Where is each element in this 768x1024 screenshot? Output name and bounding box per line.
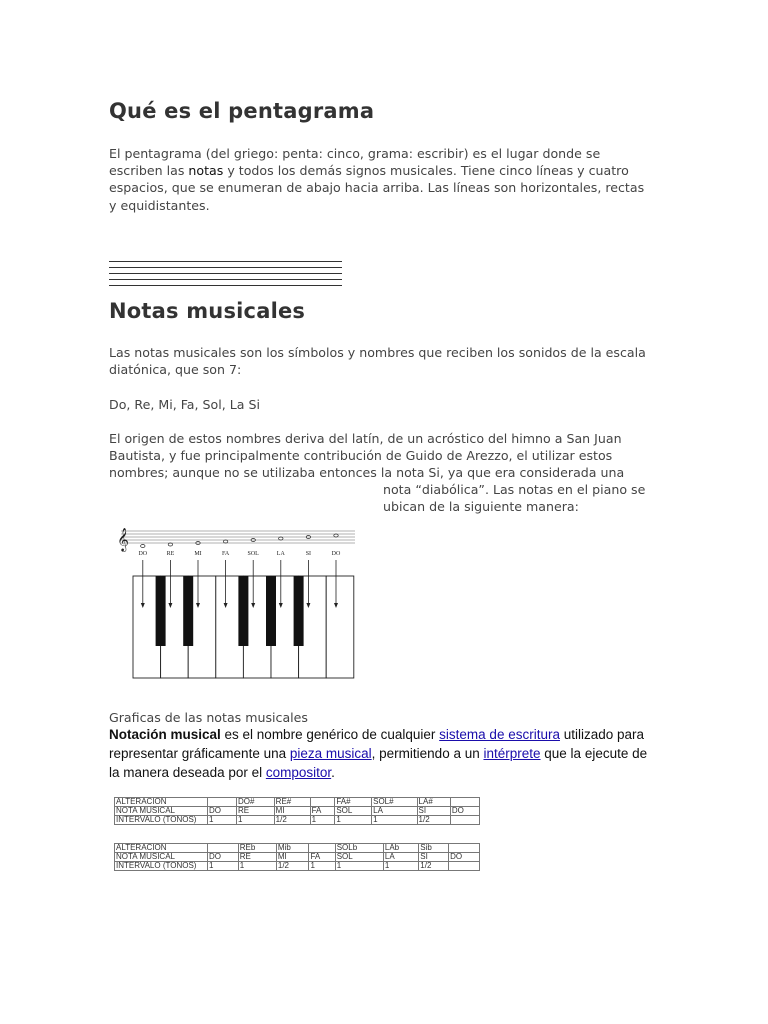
table-cell: 1	[310, 816, 335, 825]
table-cell: SI	[417, 807, 450, 816]
interprete-link[interactable]: intérprete	[483, 746, 541, 761]
staff-line	[109, 261, 342, 262]
table-cell: RE	[237, 807, 275, 816]
table-cell: DO#	[237, 798, 275, 807]
table-cell: SOL	[335, 807, 372, 816]
table-cell: 1	[335, 816, 372, 825]
row-label: NOTA MUSICAL	[115, 807, 208, 816]
table-cell: 1	[335, 862, 383, 871]
staff-line	[109, 267, 342, 268]
piano-keys-image	[113, 524, 358, 680]
note-label: SOL	[247, 551, 259, 557]
table-cell: DO	[450, 807, 479, 816]
treble-clef-icon: 𝄞	[117, 527, 129, 551]
staff-notes	[141, 534, 339, 548]
staff-line	[109, 285, 342, 286]
notation-term: Notación musical	[109, 727, 221, 742]
table-cell: 1/2	[417, 816, 450, 825]
notas-intro-paragraph: Las notas musicales son los símbolos y nombres que reciben los sonidos de la escala diatónica, que son 7:	[109, 345, 646, 378]
table-cell: MI	[274, 807, 310, 816]
staff-line	[109, 279, 342, 280]
table-cell: SOL#	[372, 798, 417, 807]
table-cell: 1/2	[274, 816, 310, 825]
black-key	[294, 576, 304, 646]
notation-text: es el nombre genérico de cualquier	[220, 727, 440, 742]
notas-heading: Notas musicales	[109, 299, 306, 323]
table-cell: SOLb	[335, 844, 383, 853]
table-cell: LA	[372, 807, 417, 816]
table-cell	[449, 862, 480, 871]
origin-continued-paragraph: nota “diabólica”. Las notas en el piano se ubican de la siguiente manera:	[383, 482, 646, 515]
table-cell: RE#	[274, 798, 310, 807]
table-cell: DO	[208, 807, 237, 816]
pentagrama-text-b: y todos los demás signos musicales. Tiene cinco líneas y cuatro espacios, que se enumeran de abajo hacia arriba. Las líneas son horizontales, rectas y equidistantes.	[109, 163, 645, 213]
table-cell	[450, 816, 479, 825]
table-cell	[208, 844, 239, 853]
table-cell: 1	[237, 816, 275, 825]
origin-paragraph: El origen de estos nombres deriva del latín, de un acróstico del himno a San Juan Bautista, y fue principalmente contribución de Guido de Arezzo, el utilizar estos nombres; aunque no se utilizaba entonces la nota Si, ya que era considerada una	[109, 431, 625, 481]
note-label: DO	[138, 551, 148, 557]
black-key	[238, 576, 248, 646]
compositor-link[interactable]: compositor	[265, 765, 332, 780]
table-cell: Mib	[276, 844, 309, 853]
table-cell: FA	[310, 807, 335, 816]
staff-lines-image	[109, 261, 342, 287]
notation-text: .	[331, 765, 335, 780]
table-cell: 1	[383, 862, 418, 871]
note-head	[223, 540, 227, 543]
notes-list-paragraph: Do, Re, Mi, Fa, Sol, La Si	[109, 397, 260, 412]
table-cell: LA	[383, 853, 418, 862]
table-row	[115, 844, 480, 853]
sistema-escritura-link[interactable]: sistema de escritura	[439, 727, 560, 742]
note-head	[141, 545, 145, 548]
table-cell: 1/2	[276, 862, 309, 871]
table-cell: DO	[208, 853, 239, 862]
row-label: ALTERACION	[115, 798, 208, 807]
table-cell: SI	[419, 853, 449, 862]
pentagrama-text-a: El pentagrama (del griego: penta: cinco, grama: escribir) es el lugar donde se escriben las	[109, 146, 601, 179]
table-row	[115, 853, 480, 862]
table-cell	[309, 844, 335, 853]
table-cell: LA#	[417, 798, 450, 807]
note-label: LA	[276, 551, 285, 557]
note-label: SI	[305, 551, 312, 557]
table-row	[115, 798, 480, 807]
table-cell: FA	[309, 853, 335, 862]
row-label: ALTERACION	[115, 844, 208, 853]
image-caption: Graficas de las notas musicales	[109, 710, 308, 725]
sharps-table	[114, 797, 480, 825]
table-cell	[310, 798, 335, 807]
notation-paragraph	[109, 725, 654, 782]
table-cell: SOL	[335, 853, 383, 862]
table-cell: RE	[238, 853, 276, 862]
table-cell	[449, 844, 480, 853]
notas-link[interactable]: notas	[188, 163, 224, 179]
row-label: NOTA MUSICAL	[115, 853, 208, 862]
white-key	[326, 576, 354, 678]
note-label: DO	[331, 551, 341, 557]
black-key	[266, 576, 276, 646]
pieza-musical-link[interactable]: pieza musical	[289, 746, 372, 761]
table-row	[115, 807, 480, 816]
notation-text: , permitiendo a un	[371, 746, 484, 761]
table-cell: LAb	[383, 844, 418, 853]
note-head	[279, 537, 283, 540]
table-row	[115, 816, 480, 825]
row-label: INTERVALO (TONOS)	[115, 862, 208, 871]
note-label: MI	[194, 551, 202, 557]
table-cell: MI	[276, 853, 309, 862]
note-head	[168, 543, 172, 546]
table-cell: FA#	[335, 798, 372, 807]
table-row	[115, 862, 480, 871]
table-cell	[208, 798, 237, 807]
staff-line	[109, 273, 342, 274]
notation-text: que la ejecute de la manera deseada por el	[109, 746, 648, 780]
table-cell: 1	[372, 816, 417, 825]
note-labels	[138, 551, 341, 557]
treble-staff	[121, 531, 355, 543]
table-cell: 1	[238, 862, 276, 871]
notation-text: utilizado para representar gráficamente una	[109, 727, 645, 761]
table-cell: Sib	[419, 844, 449, 853]
table-cell: 1	[309, 862, 335, 871]
black-key	[183, 576, 193, 646]
pentagrama-heading: Qué es el pentagrama	[109, 99, 375, 123]
table-cell: DO	[449, 853, 480, 862]
black-key	[156, 576, 166, 646]
table-cell: 1	[208, 816, 237, 825]
table-cell: 1/2	[419, 862, 449, 871]
flats-table	[114, 843, 480, 871]
note-label: RE	[166, 551, 175, 557]
table-cell	[450, 798, 479, 807]
row-label: INTERVALO (TONOS)	[115, 816, 208, 825]
table-cell: 1	[208, 862, 239, 871]
note-head	[334, 534, 338, 537]
table-cell: REb	[238, 844, 276, 853]
note-label: FA	[221, 551, 230, 557]
pentagrama-paragraph	[109, 145, 649, 214]
